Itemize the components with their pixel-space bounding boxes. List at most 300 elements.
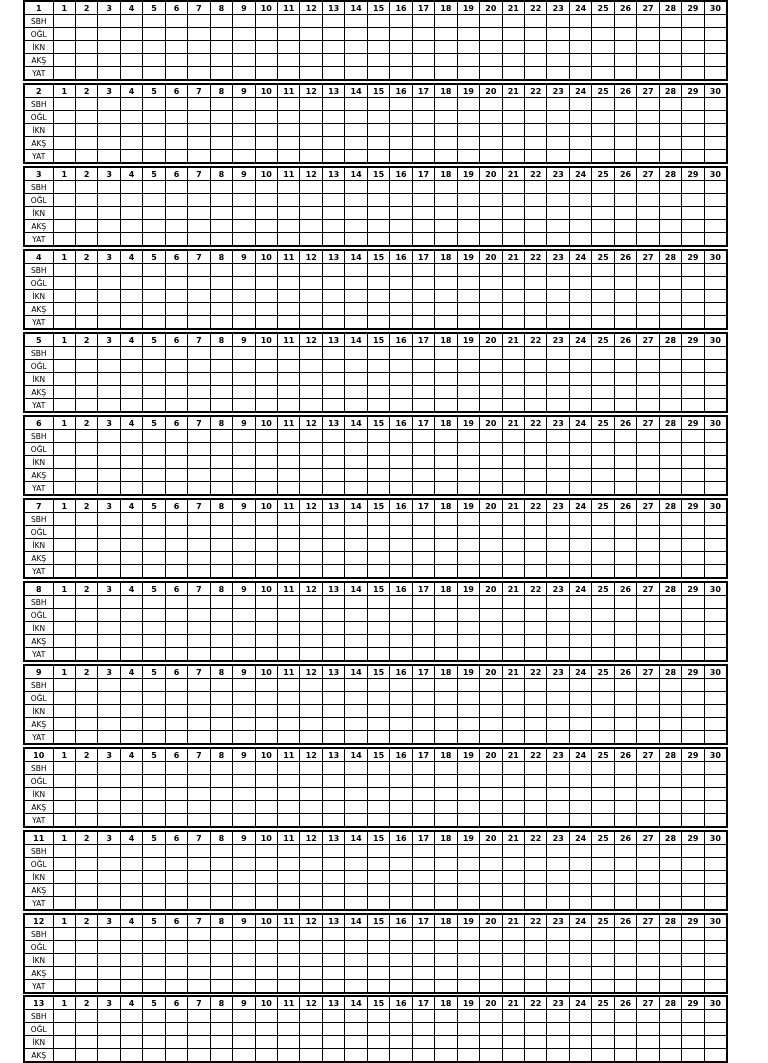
checkbox-cell[interactable] (390, 762, 412, 775)
checkbox-cell[interactable] (53, 705, 75, 718)
checkbox-cell[interactable] (255, 539, 277, 552)
checkbox-cell[interactable] (704, 967, 727, 980)
checkbox-cell[interactable] (480, 941, 502, 954)
checkbox-cell[interactable] (53, 565, 75, 579)
checkbox-cell[interactable] (75, 897, 97, 911)
checkbox-cell[interactable] (120, 443, 142, 456)
checkbox-cell[interactable] (278, 1023, 300, 1036)
checkbox-cell[interactable] (525, 1049, 547, 1063)
checkbox-cell[interactable] (412, 54, 434, 67)
checkbox-cell[interactable] (390, 692, 412, 705)
checkbox-cell[interactable] (525, 954, 547, 967)
checkbox-cell[interactable] (322, 609, 344, 622)
checkbox-cell[interactable] (345, 194, 367, 207)
checkbox-cell[interactable] (637, 565, 659, 579)
checkbox-cell[interactable] (255, 194, 277, 207)
checkbox-cell[interactable] (75, 967, 97, 980)
checkbox-cell[interactable] (345, 858, 367, 871)
checkbox-cell[interactable] (659, 941, 681, 954)
checkbox-cell[interactable] (637, 513, 659, 526)
checkbox-cell[interactable] (143, 1023, 165, 1036)
checkbox-cell[interactable] (345, 386, 367, 399)
checkbox-cell[interactable] (345, 954, 367, 967)
checkbox-cell[interactable] (704, 373, 727, 386)
checkbox-cell[interactable] (637, 264, 659, 277)
checkbox-cell[interactable] (345, 775, 367, 788)
checkbox-cell[interactable] (592, 679, 614, 692)
checkbox-cell[interactable] (592, 111, 614, 124)
checkbox-cell[interactable] (278, 54, 300, 67)
checkbox-cell[interactable] (525, 456, 547, 469)
checkbox-cell[interactable] (592, 1010, 614, 1023)
checkbox-cell[interactable] (300, 788, 322, 801)
checkbox-cell[interactable] (592, 1049, 614, 1063)
checkbox-cell[interactable] (592, 41, 614, 54)
checkbox-cell[interactable] (412, 233, 434, 247)
checkbox-cell[interactable] (278, 207, 300, 220)
checkbox-cell[interactable] (345, 596, 367, 609)
checkbox-cell[interactable] (637, 788, 659, 801)
checkbox-cell[interactable] (480, 788, 502, 801)
checkbox-cell[interactable] (682, 482, 704, 496)
checkbox-cell[interactable] (300, 207, 322, 220)
checkbox-cell[interactable] (569, 67, 591, 81)
checkbox-cell[interactable] (704, 871, 727, 884)
checkbox-cell[interactable] (367, 705, 389, 718)
checkbox-cell[interactable] (188, 596, 210, 609)
checkbox-cell[interactable] (457, 373, 479, 386)
checkbox-cell[interactable] (457, 897, 479, 911)
checkbox-cell[interactable] (480, 648, 502, 662)
checkbox-cell[interactable] (120, 1010, 142, 1023)
checkbox-cell[interactable] (614, 150, 636, 164)
checkbox-cell[interactable] (120, 967, 142, 980)
checkbox-cell[interactable] (367, 482, 389, 496)
checkbox-cell[interactable] (188, 150, 210, 164)
checkbox-cell[interactable] (704, 41, 727, 54)
checkbox-cell[interactable] (704, 954, 727, 967)
checkbox-cell[interactable] (233, 609, 255, 622)
checkbox-cell[interactable] (682, 360, 704, 373)
checkbox-cell[interactable] (435, 814, 457, 828)
checkbox-cell[interactable] (367, 718, 389, 731)
checkbox-cell[interactable] (322, 762, 344, 775)
checkbox-cell[interactable] (188, 513, 210, 526)
checkbox-cell[interactable] (412, 954, 434, 967)
checkbox-cell[interactable] (525, 552, 547, 565)
checkbox-cell[interactable] (300, 954, 322, 967)
checkbox-cell[interactable] (525, 801, 547, 814)
checkbox-cell[interactable] (53, 845, 75, 858)
checkbox-cell[interactable] (412, 150, 434, 164)
checkbox-cell[interactable] (53, 692, 75, 705)
checkbox-cell[interactable] (345, 1036, 367, 1049)
checkbox-cell[interactable] (188, 705, 210, 718)
checkbox-cell[interactable] (75, 775, 97, 788)
checkbox-cell[interactable] (75, 622, 97, 635)
checkbox-cell[interactable] (255, 513, 277, 526)
checkbox-cell[interactable] (704, 788, 727, 801)
checkbox-cell[interactable] (592, 635, 614, 648)
checkbox-cell[interactable] (367, 596, 389, 609)
checkbox-cell[interactable] (390, 897, 412, 911)
checkbox-cell[interactable] (98, 1010, 120, 1023)
checkbox-cell[interactable] (345, 316, 367, 330)
checkbox-cell[interactable] (75, 347, 97, 360)
checkbox-cell[interactable] (188, 967, 210, 980)
checkbox-cell[interactable] (188, 303, 210, 316)
checkbox-cell[interactable] (98, 456, 120, 469)
checkbox-cell[interactable] (435, 15, 457, 28)
checkbox-cell[interactable] (457, 303, 479, 316)
checkbox-cell[interactable] (480, 303, 502, 316)
checkbox-cell[interactable] (659, 1023, 681, 1036)
checkbox-cell[interactable] (569, 111, 591, 124)
checkbox-cell[interactable] (300, 622, 322, 635)
checkbox-cell[interactable] (278, 98, 300, 111)
checkbox-cell[interactable] (367, 954, 389, 967)
checkbox-cell[interactable] (345, 679, 367, 692)
checkbox-cell[interactable] (704, 1010, 727, 1023)
checkbox-cell[interactable] (592, 705, 614, 718)
checkbox-cell[interactable] (682, 386, 704, 399)
checkbox-cell[interactable] (502, 565, 524, 579)
checkbox-cell[interactable] (322, 181, 344, 194)
checkbox-cell[interactable] (278, 941, 300, 954)
checkbox-cell[interactable] (569, 1036, 591, 1049)
checkbox-cell[interactable] (547, 788, 569, 801)
checkbox-cell[interactable] (614, 622, 636, 635)
checkbox-cell[interactable] (682, 290, 704, 303)
checkbox-cell[interactable] (233, 954, 255, 967)
checkbox-cell[interactable] (704, 220, 727, 233)
checkbox-cell[interactable] (53, 290, 75, 303)
checkbox-cell[interactable] (614, 1010, 636, 1023)
checkbox-cell[interactable] (255, 801, 277, 814)
checkbox-cell[interactable] (525, 775, 547, 788)
checkbox-cell[interactable] (165, 67, 187, 81)
checkbox-cell[interactable] (480, 360, 502, 373)
checkbox-cell[interactable] (120, 220, 142, 233)
checkbox-cell[interactable] (165, 54, 187, 67)
checkbox-cell[interactable] (682, 622, 704, 635)
checkbox-cell[interactable] (547, 1036, 569, 1049)
checkbox-cell[interactable] (255, 316, 277, 330)
checkbox-cell[interactable] (435, 277, 457, 290)
checkbox-cell[interactable] (143, 150, 165, 164)
checkbox-cell[interactable] (345, 565, 367, 579)
checkbox-cell[interactable] (682, 775, 704, 788)
checkbox-cell[interactable] (322, 1023, 344, 1036)
checkbox-cell[interactable] (255, 1010, 277, 1023)
checkbox-cell[interactable] (367, 54, 389, 67)
checkbox-cell[interactable] (659, 28, 681, 41)
checkbox-cell[interactable] (569, 137, 591, 150)
checkbox-cell[interactable] (390, 303, 412, 316)
checkbox-cell[interactable] (412, 1049, 434, 1063)
checkbox-cell[interactable] (255, 814, 277, 828)
checkbox-cell[interactable] (322, 469, 344, 482)
checkbox-cell[interactable] (457, 443, 479, 456)
checkbox-cell[interactable] (210, 181, 232, 194)
checkbox-cell[interactable] (569, 565, 591, 579)
checkbox-cell[interactable] (682, 565, 704, 579)
checkbox-cell[interactable] (210, 264, 232, 277)
checkbox-cell[interactable] (390, 482, 412, 496)
checkbox-cell[interactable] (53, 967, 75, 980)
checkbox-cell[interactable] (614, 386, 636, 399)
checkbox-cell[interactable] (525, 609, 547, 622)
checkbox-cell[interactable] (210, 941, 232, 954)
checkbox-cell[interactable] (592, 539, 614, 552)
checkbox-cell[interactable] (682, 277, 704, 290)
checkbox-cell[interactable] (457, 928, 479, 941)
checkbox-cell[interactable] (659, 15, 681, 28)
checkbox-cell[interactable] (278, 181, 300, 194)
checkbox-cell[interactable] (188, 1010, 210, 1023)
checkbox-cell[interactable] (75, 54, 97, 67)
checkbox-cell[interactable] (569, 980, 591, 994)
checkbox-cell[interactable] (480, 124, 502, 137)
checkbox-cell[interactable] (525, 539, 547, 552)
checkbox-cell[interactable] (233, 430, 255, 443)
checkbox-cell[interactable] (457, 67, 479, 81)
checkbox-cell[interactable] (435, 41, 457, 54)
checkbox-cell[interactable] (569, 897, 591, 911)
checkbox-cell[interactable] (614, 565, 636, 579)
checkbox-cell[interactable] (367, 928, 389, 941)
checkbox-cell[interactable] (637, 456, 659, 469)
checkbox-cell[interactable] (480, 347, 502, 360)
checkbox-cell[interactable] (345, 731, 367, 745)
checkbox-cell[interactable] (569, 762, 591, 775)
checkbox-cell[interactable] (233, 386, 255, 399)
checkbox-cell[interactable] (210, 871, 232, 884)
checkbox-cell[interactable] (233, 980, 255, 994)
checkbox-cell[interactable] (143, 954, 165, 967)
checkbox-cell[interactable] (637, 290, 659, 303)
checkbox-cell[interactable] (637, 54, 659, 67)
checkbox-cell[interactable] (300, 111, 322, 124)
checkbox-cell[interactable] (435, 137, 457, 150)
checkbox-cell[interactable] (345, 513, 367, 526)
checkbox-cell[interactable] (53, 980, 75, 994)
checkbox-cell[interactable] (435, 1023, 457, 1036)
checkbox-cell[interactable] (682, 679, 704, 692)
checkbox-cell[interactable] (75, 814, 97, 828)
checkbox-cell[interactable] (480, 181, 502, 194)
checkbox-cell[interactable] (367, 373, 389, 386)
checkbox-cell[interactable] (592, 443, 614, 456)
checkbox-cell[interactable] (188, 54, 210, 67)
checkbox-cell[interactable] (637, 954, 659, 967)
checkbox-cell[interactable] (390, 54, 412, 67)
checkbox-cell[interactable] (143, 137, 165, 150)
checkbox-cell[interactable] (569, 609, 591, 622)
checkbox-cell[interactable] (390, 1036, 412, 1049)
checkbox-cell[interactable] (457, 635, 479, 648)
checkbox-cell[interactable] (502, 788, 524, 801)
checkbox-cell[interactable] (480, 277, 502, 290)
checkbox-cell[interactable] (345, 539, 367, 552)
checkbox-cell[interactable] (143, 67, 165, 81)
checkbox-cell[interactable] (614, 98, 636, 111)
checkbox-cell[interactable] (592, 98, 614, 111)
checkbox-cell[interactable] (278, 303, 300, 316)
checkbox-cell[interactable] (547, 207, 569, 220)
checkbox-cell[interactable] (569, 54, 591, 67)
checkbox-cell[interactable] (547, 277, 569, 290)
checkbox-cell[interactable] (300, 290, 322, 303)
checkbox-cell[interactable] (367, 456, 389, 469)
checkbox-cell[interactable] (525, 967, 547, 980)
checkbox-cell[interactable] (502, 648, 524, 662)
checkbox-cell[interactable] (480, 15, 502, 28)
checkbox-cell[interactable] (502, 731, 524, 745)
checkbox-cell[interactable] (120, 845, 142, 858)
checkbox-cell[interactable] (704, 513, 727, 526)
checkbox-cell[interactable] (502, 941, 524, 954)
checkbox-cell[interactable] (120, 731, 142, 745)
checkbox-cell[interactable] (547, 801, 569, 814)
checkbox-cell[interactable] (592, 801, 614, 814)
checkbox-cell[interactable] (367, 430, 389, 443)
checkbox-cell[interactable] (457, 220, 479, 233)
checkbox-cell[interactable] (278, 980, 300, 994)
checkbox-cell[interactable] (188, 41, 210, 54)
checkbox-cell[interactable] (143, 482, 165, 496)
checkbox-cell[interactable] (435, 207, 457, 220)
checkbox-cell[interactable] (659, 194, 681, 207)
checkbox-cell[interactable] (322, 788, 344, 801)
checkbox-cell[interactable] (143, 430, 165, 443)
checkbox-cell[interactable] (53, 277, 75, 290)
checkbox-cell[interactable] (98, 609, 120, 622)
checkbox-cell[interactable] (233, 264, 255, 277)
checkbox-cell[interactable] (278, 884, 300, 897)
checkbox-cell[interactable] (98, 181, 120, 194)
checkbox-cell[interactable] (255, 111, 277, 124)
checkbox-cell[interactable] (457, 137, 479, 150)
checkbox-cell[interactable] (75, 884, 97, 897)
checkbox-cell[interactable] (704, 233, 727, 247)
checkbox-cell[interactable] (278, 609, 300, 622)
checkbox-cell[interactable] (278, 360, 300, 373)
checkbox-cell[interactable] (300, 41, 322, 54)
checkbox-cell[interactable] (322, 705, 344, 718)
checkbox-cell[interactable] (367, 565, 389, 579)
checkbox-cell[interactable] (345, 207, 367, 220)
checkbox-cell[interactable] (480, 41, 502, 54)
checkbox-cell[interactable] (569, 124, 591, 137)
checkbox-cell[interactable] (480, 679, 502, 692)
checkbox-cell[interactable] (322, 941, 344, 954)
checkbox-cell[interactable] (322, 347, 344, 360)
checkbox-cell[interactable] (210, 897, 232, 911)
checkbox-cell[interactable] (525, 347, 547, 360)
checkbox-cell[interactable] (457, 430, 479, 443)
checkbox-cell[interactable] (592, 513, 614, 526)
checkbox-cell[interactable] (502, 1010, 524, 1023)
checkbox-cell[interactable] (98, 845, 120, 858)
checkbox-cell[interactable] (120, 303, 142, 316)
checkbox-cell[interactable] (614, 967, 636, 980)
checkbox-cell[interactable] (435, 635, 457, 648)
checkbox-cell[interactable] (547, 233, 569, 247)
checkbox-cell[interactable] (322, 111, 344, 124)
checkbox-cell[interactable] (322, 954, 344, 967)
checkbox-cell[interactable] (704, 399, 727, 413)
checkbox-cell[interactable] (525, 731, 547, 745)
checkbox-cell[interactable] (345, 762, 367, 775)
checkbox-cell[interactable] (435, 28, 457, 41)
checkbox-cell[interactable] (659, 1010, 681, 1023)
checkbox-cell[interactable] (614, 788, 636, 801)
checkbox-cell[interactable] (255, 41, 277, 54)
checkbox-cell[interactable] (143, 897, 165, 911)
checkbox-cell[interactable] (367, 386, 389, 399)
checkbox-cell[interactable] (165, 137, 187, 150)
checkbox-cell[interactable] (322, 1036, 344, 1049)
checkbox-cell[interactable] (704, 15, 727, 28)
checkbox-cell[interactable] (412, 884, 434, 897)
checkbox-cell[interactable] (75, 181, 97, 194)
checkbox-cell[interactable] (322, 443, 344, 456)
checkbox-cell[interactable] (367, 609, 389, 622)
checkbox-cell[interactable] (435, 194, 457, 207)
checkbox-cell[interactable] (547, 679, 569, 692)
checkbox-cell[interactable] (659, 98, 681, 111)
checkbox-cell[interactable] (53, 373, 75, 386)
checkbox-cell[interactable] (480, 54, 502, 67)
checkbox-cell[interactable] (525, 15, 547, 28)
checkbox-cell[interactable] (120, 635, 142, 648)
checkbox-cell[interactable] (255, 596, 277, 609)
checkbox-cell[interactable] (75, 871, 97, 884)
checkbox-cell[interactable] (704, 98, 727, 111)
checkbox-cell[interactable] (75, 15, 97, 28)
checkbox-cell[interactable] (120, 679, 142, 692)
checkbox-cell[interactable] (188, 233, 210, 247)
checkbox-cell[interactable] (569, 207, 591, 220)
checkbox-cell[interactable] (255, 648, 277, 662)
checkbox-cell[interactable] (345, 360, 367, 373)
checkbox-cell[interactable] (120, 565, 142, 579)
checkbox-cell[interactable] (457, 194, 479, 207)
checkbox-cell[interactable] (457, 277, 479, 290)
checkbox-cell[interactable] (637, 360, 659, 373)
checkbox-cell[interactable] (704, 928, 727, 941)
checkbox-cell[interactable] (502, 980, 524, 994)
checkbox-cell[interactable] (637, 67, 659, 81)
checkbox-cell[interactable] (592, 858, 614, 871)
checkbox-cell[interactable] (592, 347, 614, 360)
checkbox-cell[interactable] (278, 41, 300, 54)
checkbox-cell[interactable] (682, 801, 704, 814)
checkbox-cell[interactable] (390, 775, 412, 788)
checkbox-cell[interactable] (412, 443, 434, 456)
checkbox-cell[interactable] (143, 941, 165, 954)
checkbox-cell[interactable] (233, 762, 255, 775)
checkbox-cell[interactable] (278, 482, 300, 496)
checkbox-cell[interactable] (143, 762, 165, 775)
checkbox-cell[interactable] (525, 41, 547, 54)
checkbox-cell[interactable] (480, 775, 502, 788)
checkbox-cell[interactable] (412, 194, 434, 207)
checkbox-cell[interactable] (300, 941, 322, 954)
checkbox-cell[interactable] (98, 526, 120, 539)
checkbox-cell[interactable] (98, 871, 120, 884)
